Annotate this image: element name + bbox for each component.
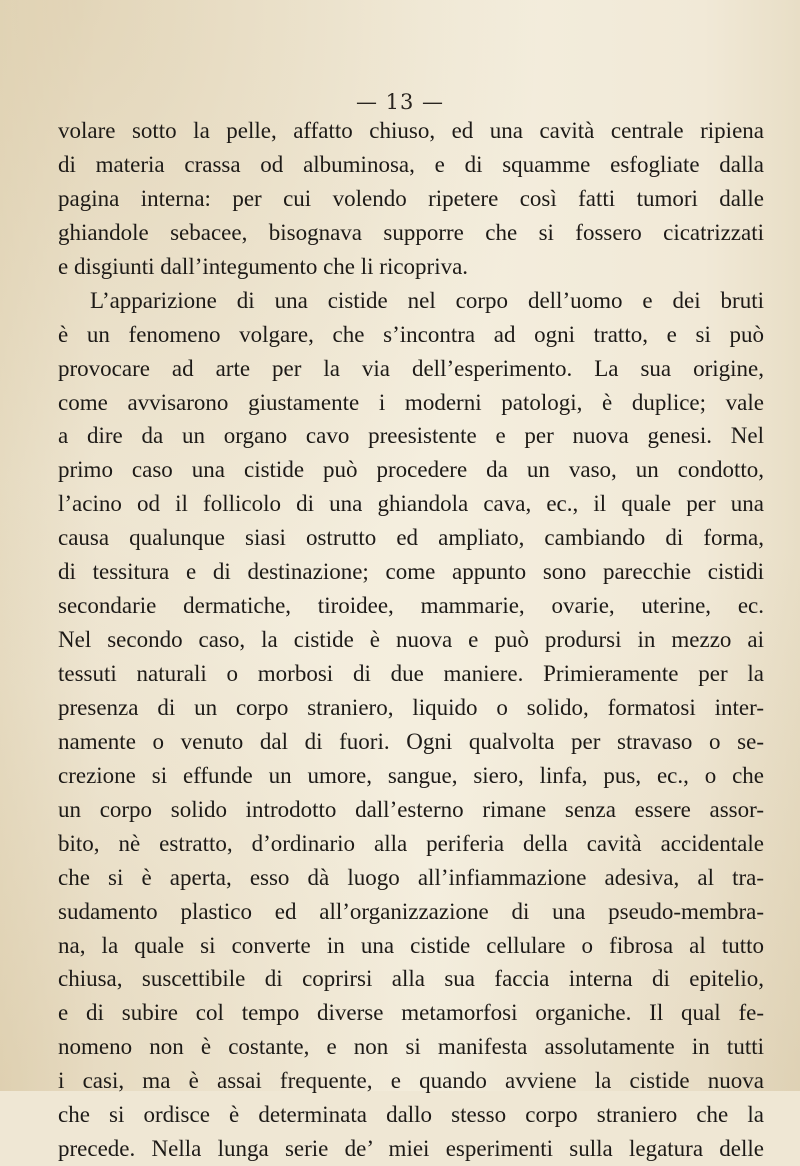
text-line: come avvisarono giustamente i moderni patologi, è duplice; vale	[58, 389, 764, 415]
text-line: secondarie dermatiche, tiroidee, mammarie, ovarie, uterine, ec.	[58, 593, 764, 619]
text-line: namente o venuto dal di fuori. Ogni qualvolta per stravaso o se-	[58, 728, 764, 754]
text-line: che si ordisce è determinata dallo stesso corpo straniero che la	[58, 1102, 764, 1128]
text-line: chiusa, suscettibile di coprirsi alla sua faccia interna di epitelio,	[58, 966, 764, 992]
text-line: pagina interna: per cui volendo ripetere così fatti tumori dalle	[58, 185, 764, 211]
text-line: sudamento plastico ed all’organizzazione di una pseudo-membra-	[58, 898, 764, 924]
text-line: ghiandole sebacee, bisognava supporre che si fossero cicatrizzati	[58, 219, 764, 245]
text-line: e di subire col tempo diverse metamorfosi organiche. Il qual fe-	[58, 1000, 764, 1026]
text-line: nomeno non è costante, e non si manifesta assolutamente in tutti	[58, 1034, 764, 1060]
text-line: l’acino od il follicolo di una ghiandola cava, ec., il quale per una	[58, 491, 764, 517]
text-line: primo caso una cistide può procedere da un vaso, un condotto,	[58, 457, 764, 483]
text-line: bito, nè estratto, d’ordinario alla periferia della cavità accidentale	[58, 830, 764, 856]
text-line: na, la quale si converte in una cistide cellulare o fibrosa al tutto	[58, 932, 764, 958]
text-line: crezione si effunde un umore, sangue, siero, linfa, pus, ec., o che	[58, 762, 764, 788]
text-line: Nel secondo caso, la cistide è nuova e può prodursi in mezzo ai	[58, 627, 764, 653]
text-line: L’apparizione di una cistide nel corpo dell’uomo e dei bruti	[90, 287, 764, 313]
text-line: provocare ad arte per la via dell’esperimento. La sua origine,	[58, 355, 764, 381]
text-line: volare sotto la pelle, affatto chiuso, ed una cavità centrale ripiena	[58, 118, 764, 143]
text-line: di tessitura e di destinazione; come appunto sono parecchie cistidi	[58, 559, 764, 585]
text-line: precede. Nella lunga serie de’ miei esperimenti sulla legatura delle	[58, 1136, 764, 1162]
page-number: — 13 —	[355, 90, 445, 114]
text-line: causa qualunque siasi ostrutto ed ampliato, cambiando di forma,	[58, 525, 764, 551]
text-line: che si è aperta, esso dà luogo all’infiammazione adesiva, al tra-	[58, 864, 764, 890]
text-line: presenza di un corpo straniero, liquido o solido, formatosi inter-	[58, 694, 764, 720]
text-line: di materia crassa od albuminosa, e di squamme esfogliate dalla	[58, 151, 764, 177]
text-line: un corpo solido introdotto dall’esterno rimane senza essere assor-	[58, 796, 764, 822]
text-line: è un fenomeno volgare, che s’incontra ad ogni tratto, e si può	[58, 321, 764, 347]
text-line: e disgiunti dall’integumento che li ricopriva.	[58, 253, 469, 279]
body-text	[58, 114, 764, 1166]
text-line: i casi, ma è assai frequente, e quando avviene la cistide nuova	[58, 1068, 764, 1094]
text-line: tessuti naturali o morbosi di due maniere. Primieramente per la	[58, 661, 764, 686]
text-line: a dire da un organo cavo preesistente e per nuova genesi. Nel	[58, 423, 764, 449]
